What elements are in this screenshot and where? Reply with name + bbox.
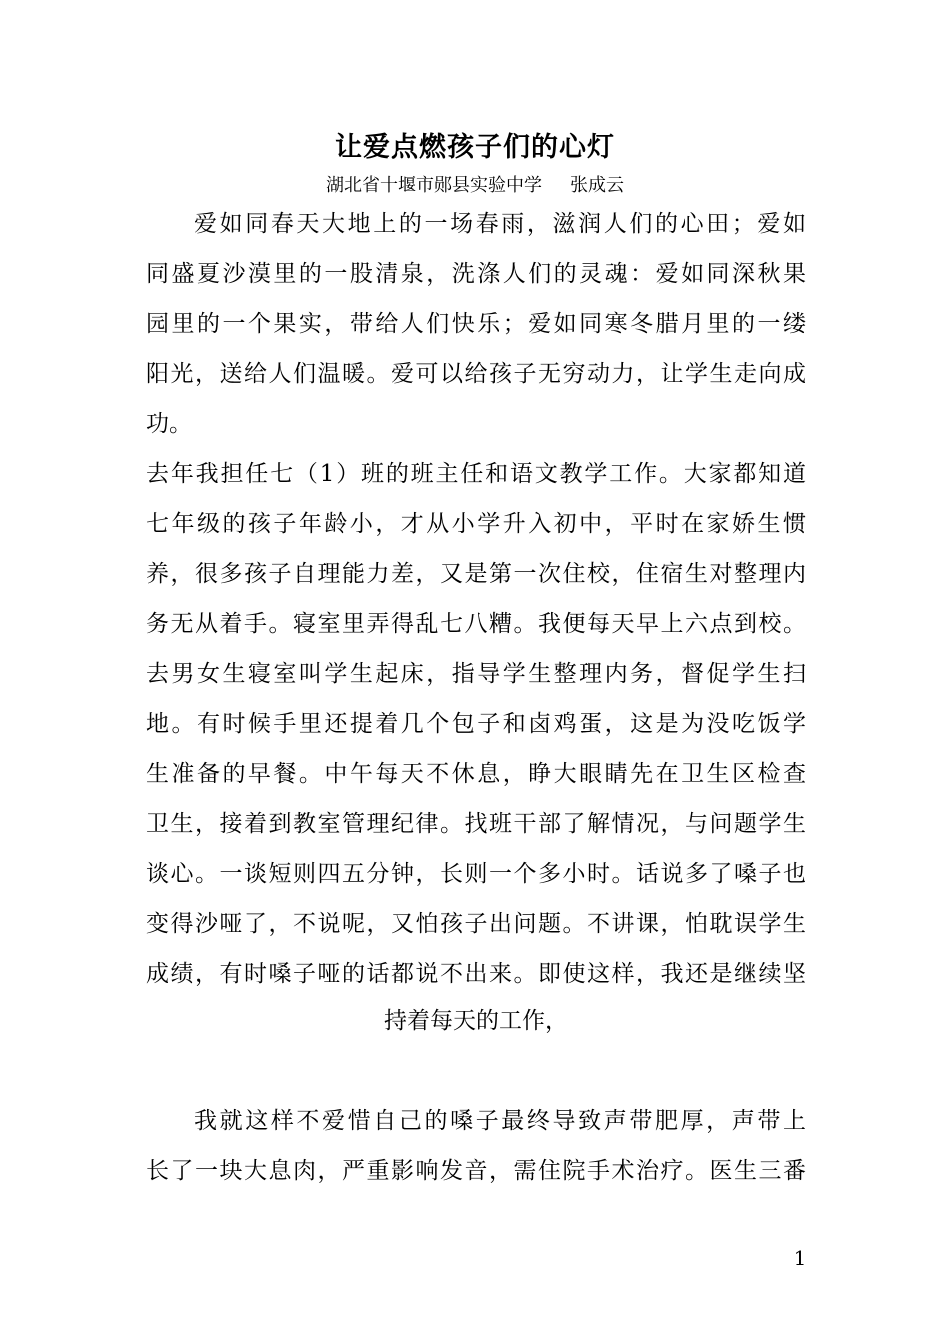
body-line: 地。有时候手里还提着几个包子和卤鸡蛋，这是为没吃饭学 xyxy=(146,711,806,737)
body-line: 爱如同春天大地上的一场春雨，滋润人们的心田；爱如 xyxy=(194,211,806,237)
body-line: 阳光，送给人们温暖。爱可以给孩子无穷动力，让学生走向成 xyxy=(146,361,806,387)
byline-school: 湖北省十堰市郧县实验中学 xyxy=(326,175,542,196)
body-line: 卫生，接着到教室管理纪律。找班干部了解情况，与问题学生 xyxy=(146,811,806,837)
body-line: 养，很多孩子自理能力差，又是第一次住校，住宿生对整理内 xyxy=(146,561,806,587)
body-line: 生准备的早餐。中午每天不休息，睁大眼睛先在卫生区检查 xyxy=(146,761,806,787)
body-line: 持着每天的工作， xyxy=(384,1008,568,1034)
page-number: 1 xyxy=(793,1246,807,1270)
body-line: 务无从着手。寝室里弄得乱七八糟。我便每天早上六点到校。 xyxy=(146,611,806,637)
body-line: 去男女生寝室叫学生起床，指导学生整理内务，督促学生扫 xyxy=(146,661,806,687)
body-line: 功。 xyxy=(146,411,192,437)
body-line: 同盛夏沙漠里的一股清泉，洗涤人们的灵魂：爱如同深秋果 xyxy=(146,261,806,287)
body-line: 园里的一个果实，带给人们快乐；爱如同寒冬腊月里的一缕 xyxy=(146,311,806,337)
article-title: 让爱点燃孩子们的心灯 xyxy=(335,132,615,163)
body-line: 变得沙哑了，不说呢，又怕孩子出问题。不讲课，怕耽误学生 xyxy=(146,911,806,937)
body-line: 去年我担任七（1）班的班主任和语文教学工作。大家都知道 xyxy=(146,461,806,487)
byline xyxy=(0,172,950,200)
byline-author: 张成云 xyxy=(570,175,624,196)
body-line: 谈心。一谈短则四五分钟，长则一个多小时。话说多了嗓子也 xyxy=(146,861,806,887)
body-line: 长了一块大息肉，严重影响发音，需住院手术治疗。医生三番 xyxy=(146,1158,806,1184)
body-line: 我就这样不爱惜自己的嗓子最终导致声带肥厚，声带上 xyxy=(194,1108,806,1134)
body-line: 成绩，有时嗓子哑的话都说不出来。即使这样，我还是继续坚 xyxy=(146,961,806,987)
body-line: 七年级的孩子年龄小，才从小学升入初中，平时在家娇生惯 xyxy=(146,511,806,537)
